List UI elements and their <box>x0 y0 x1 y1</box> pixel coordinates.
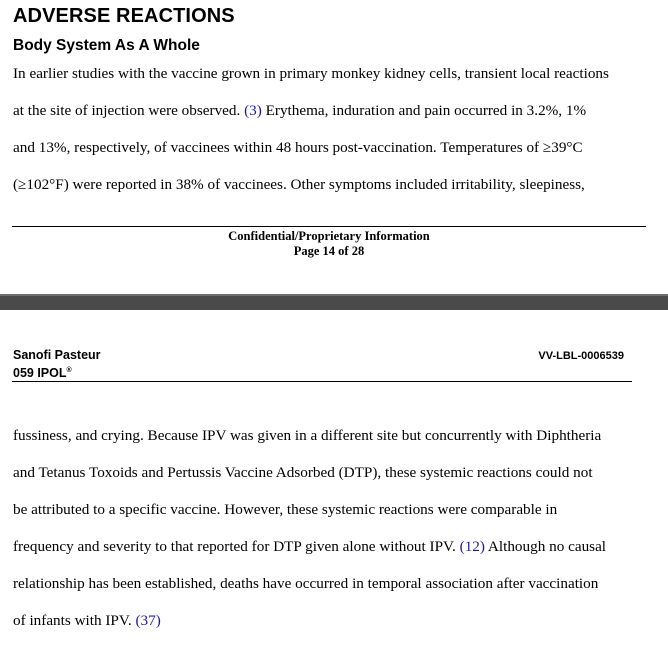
reference-link-37[interactable]: (37) <box>135 612 161 629</box>
paragraph-line: at the site of injection were observed. (3) Erythema, induration and pain occurred in 3.2%, 1% <box>13 102 587 119</box>
section-heading: ADVERSE REACTIONS <box>13 5 235 27</box>
page-footer <box>12 229 646 259</box>
paragraph-line: (≥102°F) were reported in 38% of vaccinees. Other symptoms included irritability, sleepiness, <box>13 176 585 193</box>
paragraph-line: and 13%, respectively, of vaccinees within 48 hours post-vaccination. Temperatures of ≥39°C <box>13 139 583 156</box>
footer-divider <box>12 226 646 227</box>
page-number: Page 14 of 28 <box>293 244 365 258</box>
paragraph-line: relationship has been established, deaths have occurred in temporal association after vaccination <box>13 575 599 592</box>
paragraph-page-15 <box>13 417 606 639</box>
paragraph-line: In earlier studies with the vaccine grown in primary monkey kidney cells, transient local reactions <box>13 65 609 82</box>
paragraph-line: of infants with IPV. (37) <box>13 612 161 629</box>
reference-link-3[interactable]: (3) <box>244 102 262 119</box>
document-page-15 <box>0 310 668 655</box>
confidential-notice: Confidential/Proprietary Information <box>228 229 430 243</box>
document-id: VV-LBL-0006539 <box>538 350 624 362</box>
product-name: 059 IPOL® <box>13 366 72 380</box>
paragraph-line: and Tetanus Toxoids and Pertussis Vaccine Adsorbed (DTP), these systemic reactions could not <box>13 464 593 481</box>
paragraph-page-14 <box>13 55 609 203</box>
document-page-14 <box>0 0 668 294</box>
page-header-left <box>13 348 101 381</box>
header-divider <box>12 381 632 382</box>
paragraph-line: fussiness, and crying. Because IPV was given in a different site but concurrently with Diphtheria <box>13 427 602 444</box>
page-separator <box>0 294 668 310</box>
company-name: Sanofi Pasteur <box>13 348 101 362</box>
paragraph-line: be attributed to a specific vaccine. However, these systemic reactions were comparable in <box>13 501 558 518</box>
paragraph-line: frequency and severity to that reported for DTP given alone without IPV. (12) Although no causal <box>13 538 607 555</box>
reference-link-12[interactable]: (12) <box>459 538 485 555</box>
subsection-heading: Body System As A Whole <box>13 37 200 54</box>
